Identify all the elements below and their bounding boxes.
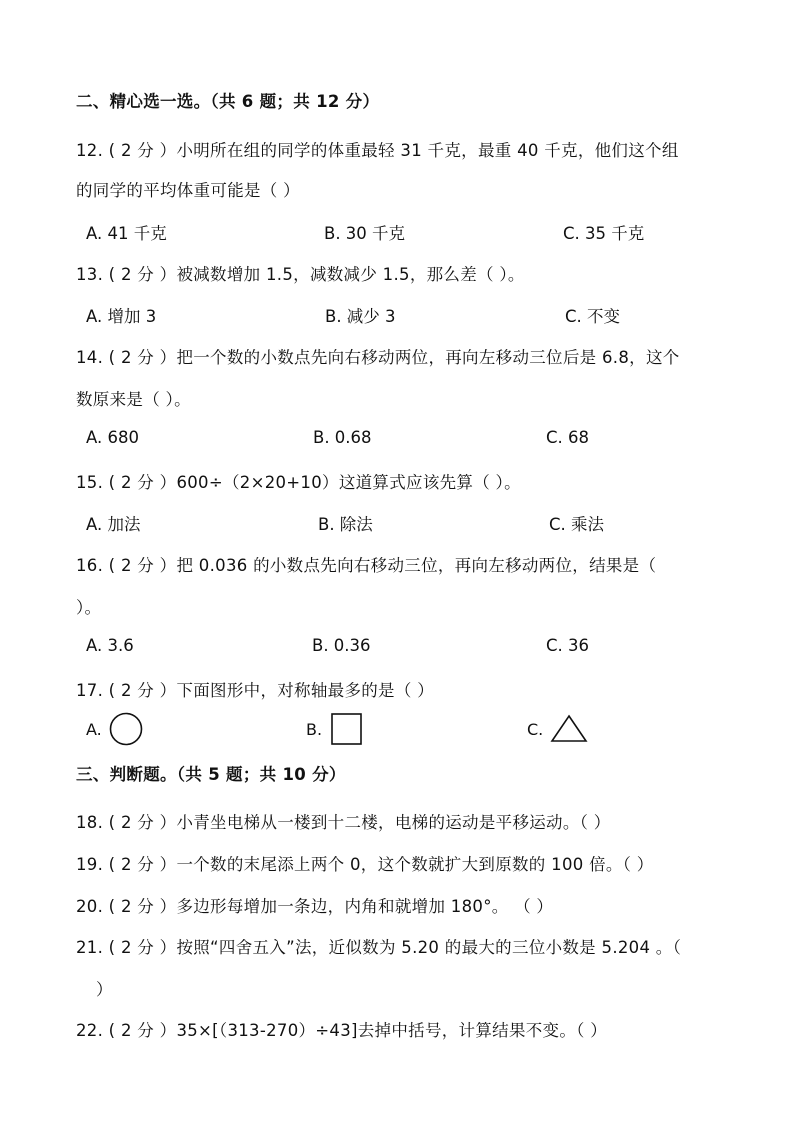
question-22-text: 22. ( 2 分 ）35×[（313-270）÷43]去掉中括号，计算结果不变。（ ） (76, 1021, 608, 1040)
question-12-text-cont: 的同学的平均体重可能是（ ） (76, 181, 300, 200)
question-17-option-b-label: B. (306, 719, 323, 739)
question-15-option-c[interactable]: C. 乘法 (549, 515, 605, 534)
question-13-option-c[interactable]: C. 不变 (565, 307, 621, 326)
triangle-shape (549, 711, 589, 747)
question-17-option-a-label: A. (86, 719, 102, 739)
question-12-text: 12. ( 2 分 ）小明所在组的同学的体重最轻 31 千克，最重 40 千克，他们这个组 (76, 141, 679, 160)
question-12-option-c[interactable]: C. 35 千克 (563, 224, 645, 243)
question-18-text: 18. ( 2 分 ）小青坐电梯从一楼到十二楼，电梯的运动是平移运动。（ ） (76, 813, 611, 832)
question-21-text-cont: ） (96, 980, 113, 999)
question-14-text: 14. ( 2 分 ）把一个数的小数点先向右移动两位，再向左移动三位后是 6.8，这个 (76, 348, 680, 367)
question-17-option-b[interactable] (306, 711, 364, 747)
question-14-option-c[interactable]: C. 68 (546, 428, 590, 447)
square-shape (328, 711, 364, 747)
question-21-text: 21. ( 2 分 ）按照“四舍五入”法，近似数为 5.20 的最大的三位小数是 5.204 。（ (76, 938, 682, 957)
question-13-option-a[interactable]: A. 增加 3 (86, 307, 157, 326)
question-12-option-b[interactable]: B. 30 千克 (324, 224, 406, 243)
question-20-text: 20. ( 2 分 ）多边形每增加一条边，内角和就增加 180°。 （ ） (76, 897, 554, 916)
question-19-text: 19. ( 2 分 ）一个数的末尾添上两个 0，这个数就扩大到原数的 100 倍。（ ） (76, 855, 654, 874)
question-17-option-c-label: C. (527, 719, 544, 739)
question-16-option-a[interactable]: A. 3.6 (86, 636, 134, 655)
circle-shape (108, 711, 144, 747)
question-14-option-a[interactable]: A. 680 (86, 428, 139, 447)
question-12-option-a[interactable]: A. 41 千克 (86, 224, 167, 243)
section-heading-judgment: 三、判断题。（共 5 题；共 10 分） (76, 765, 346, 784)
question-13-text: 13. ( 2 分 ）被减数增加 1.5，减数减少 1.5，那么差（ ）。 (76, 265, 525, 284)
question-15-option-a[interactable]: A. 加法 (86, 515, 141, 534)
question-13-option-b[interactable]: B. 减少 3 (325, 307, 396, 326)
question-16-option-c[interactable]: C. 36 (546, 636, 590, 655)
question-17-option-c[interactable] (527, 711, 589, 747)
question-16-text-cont: ）。 (76, 598, 102, 617)
question-15-option-b[interactable]: B. 除法 (318, 515, 373, 534)
question-16-text: 16. ( 2 分 ）把 0.036 的小数点先向右移动三位，再向左移动两位，结果是（ (76, 556, 657, 575)
question-17-option-a[interactable] (86, 711, 144, 747)
section-heading-choice: 二、精心选一选。（共 6 题；共 12 分） (76, 92, 380, 111)
question-14-text-cont: 数原来是（ ）。 (76, 390, 191, 409)
question-17-text: 17. ( 2 分 ）下面图形中，对称轴最多的是（ ） (76, 681, 434, 700)
question-14-option-b[interactable]: B. 0.68 (313, 428, 372, 447)
question-16-option-b[interactable]: B. 0.36 (312, 636, 371, 655)
question-15-text: 15. ( 2 分 ）600÷（2×20+10）这道算式应该先算（ ）。 (76, 473, 521, 492)
